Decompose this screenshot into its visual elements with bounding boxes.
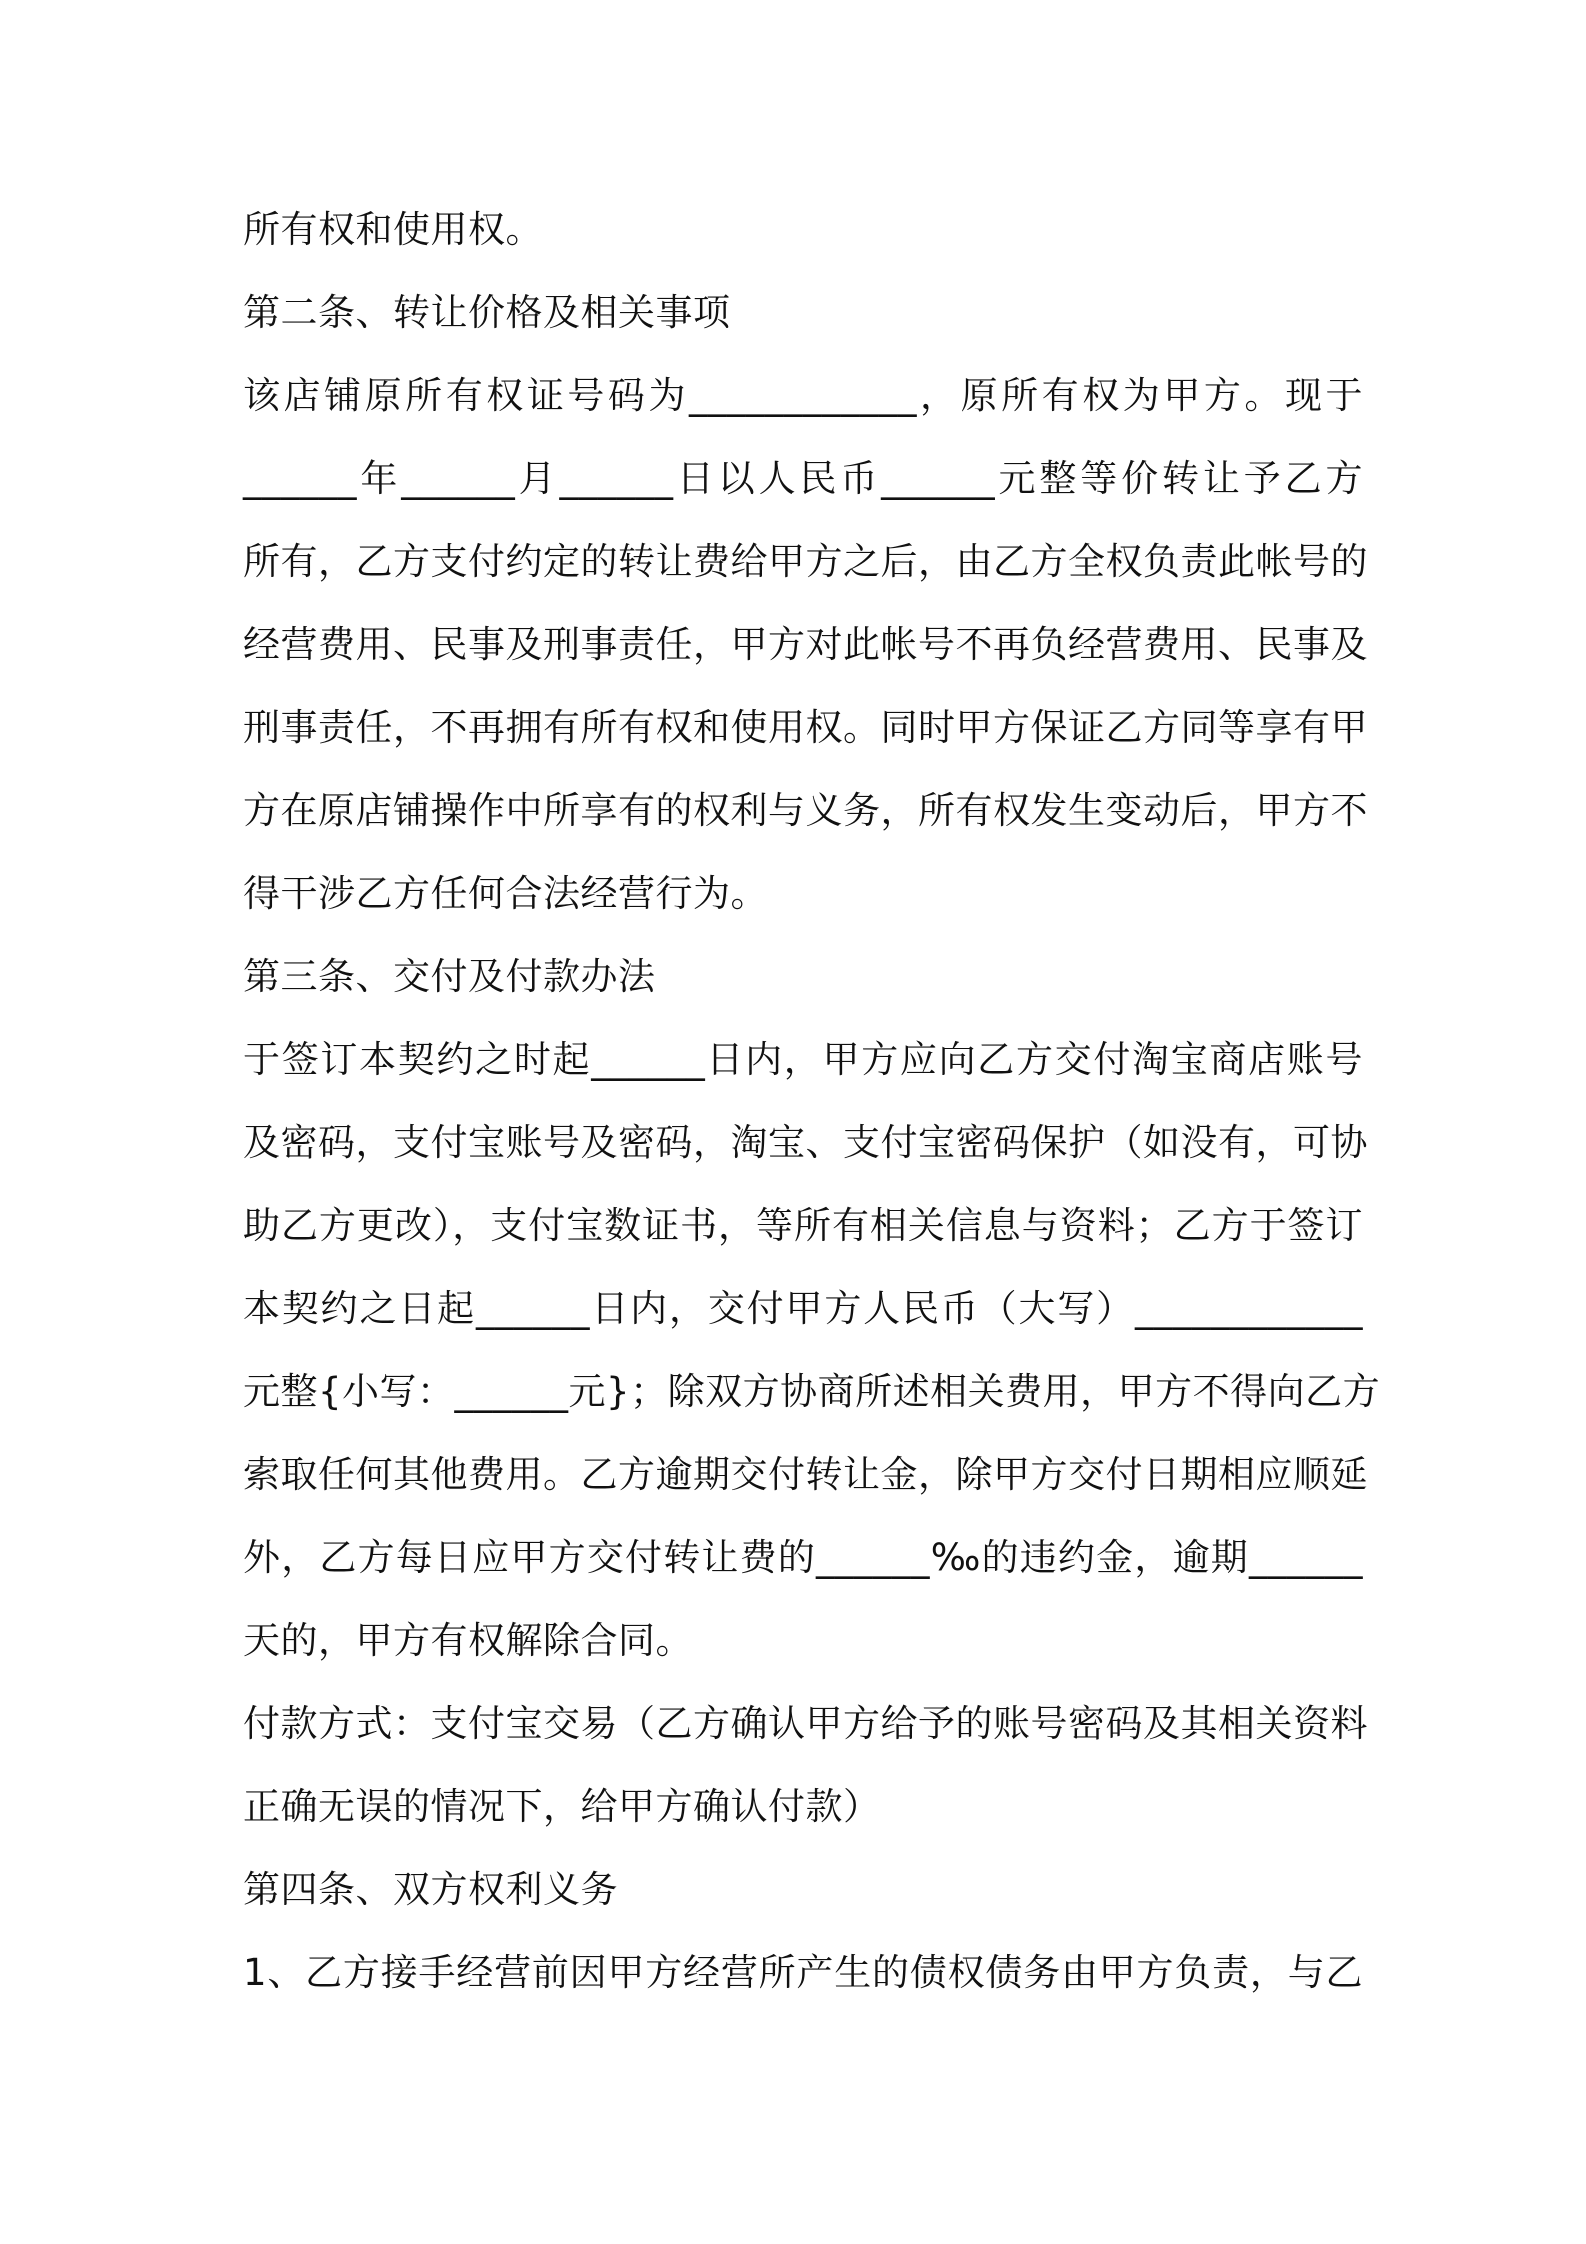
text-line: 元整{小写：______元}；除双方协商所述相关费用，甲方不得向乙方 xyxy=(243,1370,1381,1413)
text-line: 助乙方更改），支付宝数证书，等所有相关信息与资料；乙方于签订 xyxy=(243,1204,1363,1247)
text-line: 付款方式：支付宝交易（乙方确认甲方给予的账号密码及其相关资料 xyxy=(243,1702,1368,1745)
section-heading: 第二条、转让价格及相关事项 xyxy=(243,291,731,334)
text-line: 索取任何其他费用。乙方逾期交付转让金，除甲方交付日期相应顺延 xyxy=(243,1453,1368,1496)
text-line: 刑事责任，不再拥有所有权和使用权。同时甲方保证乙方同等享有甲 xyxy=(243,706,1368,749)
text-line: 于签订本契约之时起______日内，甲方应向乙方交付淘宝商店账号 xyxy=(243,1038,1363,1081)
text-line: 所有权和使用权。 xyxy=(243,208,543,251)
section-heading: 第三条、交付及付款办法 xyxy=(243,955,656,998)
text-line: 所有，乙方支付约定的转让费给甲方之后，由乙方全权负责此帐号的 xyxy=(243,540,1368,583)
text-line: 1、乙方接手经营前因甲方经营所产生的债权债务由甲方负责，与乙 xyxy=(243,1951,1363,1994)
text-line: 经营费用、民事及刑事责任，甲方对此帐号不再负经营费用、民事及 xyxy=(243,623,1368,666)
text-line: 本契约之日起______日内，交付甲方人民币（大写）____________ xyxy=(243,1287,1363,1330)
text-line: 天的，甲方有权解除合同。 xyxy=(243,1619,693,1662)
text-line: 方在原店铺操作中所享有的权利与义务，所有权发生变动后，甲方不 xyxy=(243,789,1368,832)
text-line: 得干涉乙方任何合法经营行为。 xyxy=(243,872,768,915)
section-heading: 第四条、双方权利义务 xyxy=(243,1868,618,1911)
text-line: 外，乙方每日应甲方交付转让费的______‰的违约金，逾期______ xyxy=(243,1536,1363,1579)
text-line: 及密码，支付宝账号及密码，淘宝、支付宝密码保护（如没有，可协 xyxy=(243,1121,1368,1164)
text-line: 正确无误的情况下，给甲方确认付款） xyxy=(243,1785,881,1828)
text-line: ______年______月______日以人民币______元整等价转让予乙方 xyxy=(243,457,1363,500)
text-line: 该店铺原所有权证号码为____________，原所有权为甲方。现于 xyxy=(243,374,1363,417)
